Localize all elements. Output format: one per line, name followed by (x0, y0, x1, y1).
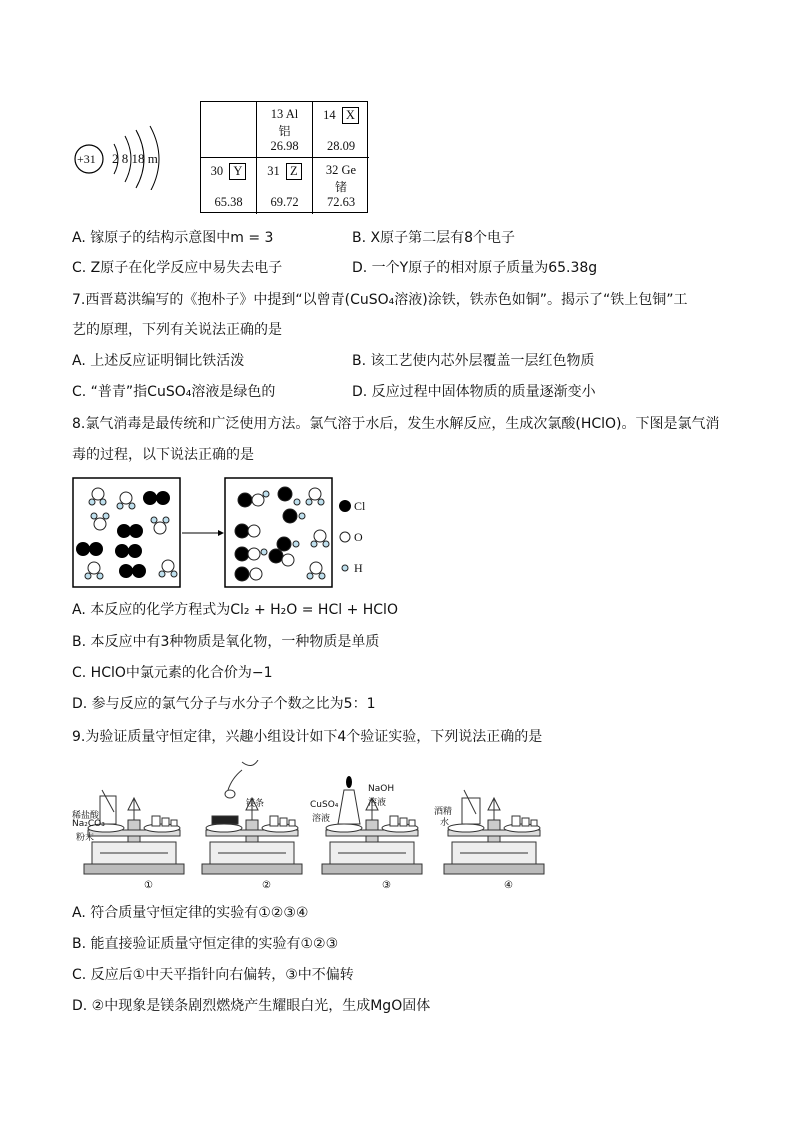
q9-option-c: C. 反应后①中天平指针向右偏转，③中不偏转 (72, 967, 354, 983)
periodic-table-fragment (200, 101, 368, 213)
legend-o-icon (340, 532, 350, 542)
label-naoh: NaOH (368, 784, 395, 794)
q6-option-b: B. X原子第二层有8个电子 (352, 230, 516, 246)
label-na2co3: Na₂CO₃ (72, 819, 105, 829)
legend-cl-label: Cl (354, 499, 366, 513)
nucleus-charge: +31 (77, 152, 96, 166)
experiment-4-number: ④ (504, 880, 513, 890)
q6-option-d: D. 一个Y原子的相对原子质量为65.38g (352, 260, 598, 276)
q8-stem-line1: 8.氯气消毒是最传统和广泛使用方法。氯气溶于水后，发生水解反应，生成次氯酸(HClO)。下图是氯气消 (72, 416, 720, 432)
pt-cell-al: 13 Al 铝 26.98 (257, 102, 313, 158)
pt-cell-ge: 32 Ge 锗 72.63 (325, 163, 357, 209)
q7-option-b: B. 该工艺使内芯外层覆盖一层红色物质 (352, 353, 595, 369)
q8-option-b: B. 本反应中有3种物质是氧化物，一种物质是单质 (72, 634, 380, 650)
mass-conservation-experiments (70, 760, 550, 890)
experiment-1-number: ① (144, 880, 153, 890)
legend-h-label: H (354, 561, 363, 575)
label-cuso4-solution: 溶液 (312, 814, 331, 824)
experiment-4 (444, 790, 544, 890)
q7-stem-line2: 艺的原理，下列有关说法正确的是 (72, 322, 282, 338)
q9-option-b: B. 能直接验证质量守恒定律的实验有①②③ (72, 936, 339, 952)
q8-option-d: D. 参与反应的氯气分子与水分子个数之比为5：1 (72, 696, 376, 712)
label-water: 水 (440, 818, 450, 828)
q8-option-a: A. 本反应的化学方程式为Cl₂ + H₂O = HCl + HClO (72, 602, 398, 618)
experiment-1 (84, 790, 184, 890)
label-powder: 粉末 (76, 833, 95, 843)
molecules-after (235, 487, 329, 581)
legend-o-label: O (354, 530, 363, 544)
legend-cl-icon (339, 500, 351, 512)
pt-cell-x: 14 X 28.09 (313, 102, 369, 158)
experiment-3-number: ③ (382, 880, 391, 890)
q6-option-a: A. 镓原子的结构示意图中m = 3 (72, 230, 274, 246)
q8-option-c: C. HClO中氯元素的化合价为−1 (72, 665, 273, 681)
chlorine-reaction-diagram (70, 476, 380, 590)
electron-shells: 2 8 18 m (112, 151, 158, 166)
label-cuso4: CuSO₄ (310, 800, 339, 810)
q8-stem-line2: 毒的过程，以下说法正确的是 (72, 447, 254, 463)
pt-cell-empty (201, 102, 257, 158)
legend-h-icon (342, 565, 348, 571)
q7-option-c: C. “普青”指CuSO₄溶液是绿色的 (72, 384, 276, 400)
q7-stem-line1: 7.西晋葛洪编写的《抱朴子》中提到“以曾青(CuSO₄溶液)涂铁，铁赤色如铜”。揭示了“铁上包铜”工 (72, 292, 688, 308)
q9-option-d: D. ②中现象是镁条剧烈燃烧产生耀眼白光，生成MgO固体 (72, 998, 431, 1014)
q9-option-a: A. 符合质量守恒定律的实验有①②③④ (72, 905, 309, 921)
label-alcohol: 酒精 (434, 807, 453, 817)
q7-option-a: A. 上述反应证明铜比铁活泼 (72, 353, 245, 369)
experiment-2 (202, 760, 302, 890)
q6-option-c: C. Z原子在化学反应中易失去电子 (72, 260, 283, 276)
q9-stem: 9.为验证质量守恒定律，兴趣小组设计如下4个验证实验，下列说法正确的是 (72, 729, 543, 745)
pt-cell-y: 30 Y 65.38 (201, 158, 257, 214)
label-mg-ribbon: 镁条 (246, 799, 265, 809)
q7-option-d: D. 反应过程中固体物质的质量逐渐变小 (352, 384, 596, 400)
label-hcl: 稀盐酸 (72, 811, 100, 821)
experiment-2-number: ② (262, 880, 271, 890)
pt-cell-z: 31 Z 69.72 (257, 158, 313, 214)
label-naoh-solution: 溶液 (368, 798, 387, 808)
